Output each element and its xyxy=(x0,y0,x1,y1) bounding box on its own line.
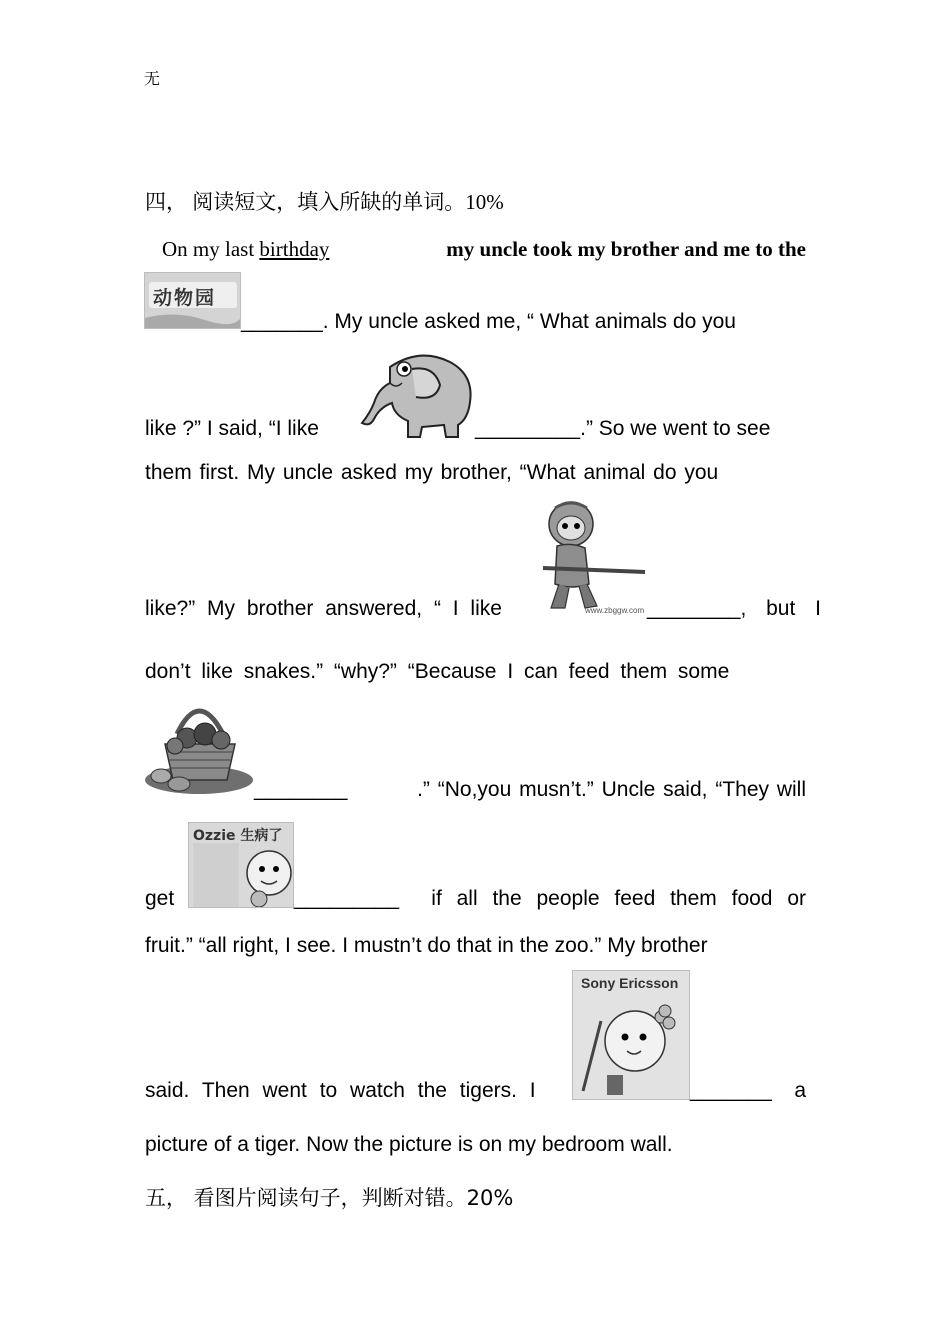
passage-line-2 xyxy=(241,309,806,335)
sick-cartoon-title: Ozzie 生病了 xyxy=(193,828,283,844)
fruit-basket-icon xyxy=(143,694,255,798)
line10-text-a: said. Then went to watch the tigers. I xyxy=(145,1079,536,1102)
line7-text: .” “No,you musn’t.” Uncle said, “They will xyxy=(417,778,806,801)
passage-line-10 xyxy=(145,1078,806,1104)
passage-line-8 xyxy=(145,886,806,912)
line1-text-a: On my last xyxy=(162,237,255,261)
section-four-title: 四， 阅读短文，填入所缺的单词。10% xyxy=(145,190,504,214)
passage-line-1 xyxy=(145,236,806,262)
passage-line-5 xyxy=(145,596,821,622)
passage-line-9 xyxy=(145,933,806,959)
passage-line-4 xyxy=(145,460,806,486)
sony-ericsson-label: Sony Ericsson xyxy=(581,975,679,991)
line3-text-a: like ?” I said, “I like xyxy=(145,417,319,440)
blank-2[interactable]: _________ xyxy=(475,417,581,440)
underlined-word-birthday: birthday xyxy=(259,237,330,261)
line8-text-a: get xyxy=(145,887,175,910)
passage-line-3 xyxy=(145,416,806,442)
section-five-title: 五， 看图片阅读句子，判断对错。20% xyxy=(145,1186,514,1210)
blank-4[interactable]: ________ xyxy=(254,778,348,801)
blank-6[interactable]: _______ xyxy=(690,1079,772,1102)
line3-text-b: .” So we went to see xyxy=(580,417,771,440)
monkey-watermark: www.zbggw.com xyxy=(585,606,645,615)
line5-text-a: like?” My brother answered, “ I like xyxy=(145,597,502,620)
passage-line-6 xyxy=(145,659,806,685)
line4-text: them first. My uncle asked my brother, “What animal do you xyxy=(145,461,719,484)
line1-bold-text: my uncle took my brother and me to the xyxy=(446,237,806,261)
fruit-basket-picture xyxy=(143,694,255,798)
line6-text: don’t like snakes.” “why?” “Because I can feed them some xyxy=(145,660,730,683)
line10-text-b: a xyxy=(794,1079,806,1102)
line2-text: . My uncle asked me, “ What animals do you xyxy=(322,310,736,333)
passage-line-11 xyxy=(145,1132,806,1158)
line1-start xyxy=(145,236,329,262)
line5-text-b: , but I xyxy=(740,597,821,620)
blank-5[interactable]: _________ xyxy=(294,887,400,910)
zoo-sign-text: 动物园 xyxy=(153,287,217,309)
line9-text: fruit.” “all right, I see. I mustn’t do that in the zoo.” My brother xyxy=(145,934,708,957)
line11-text: picture of a tiger. Now the picture is on my bedroom wall. xyxy=(145,1133,673,1156)
blank-1[interactable]: _______ xyxy=(241,310,323,333)
zoo-sign-picture xyxy=(144,272,241,329)
header-char: 无 xyxy=(144,69,161,88)
line8-text-b: if all the people feed them food or xyxy=(431,887,806,910)
blank-3[interactable]: ________ xyxy=(647,597,741,620)
passage-line-7 xyxy=(254,777,806,803)
